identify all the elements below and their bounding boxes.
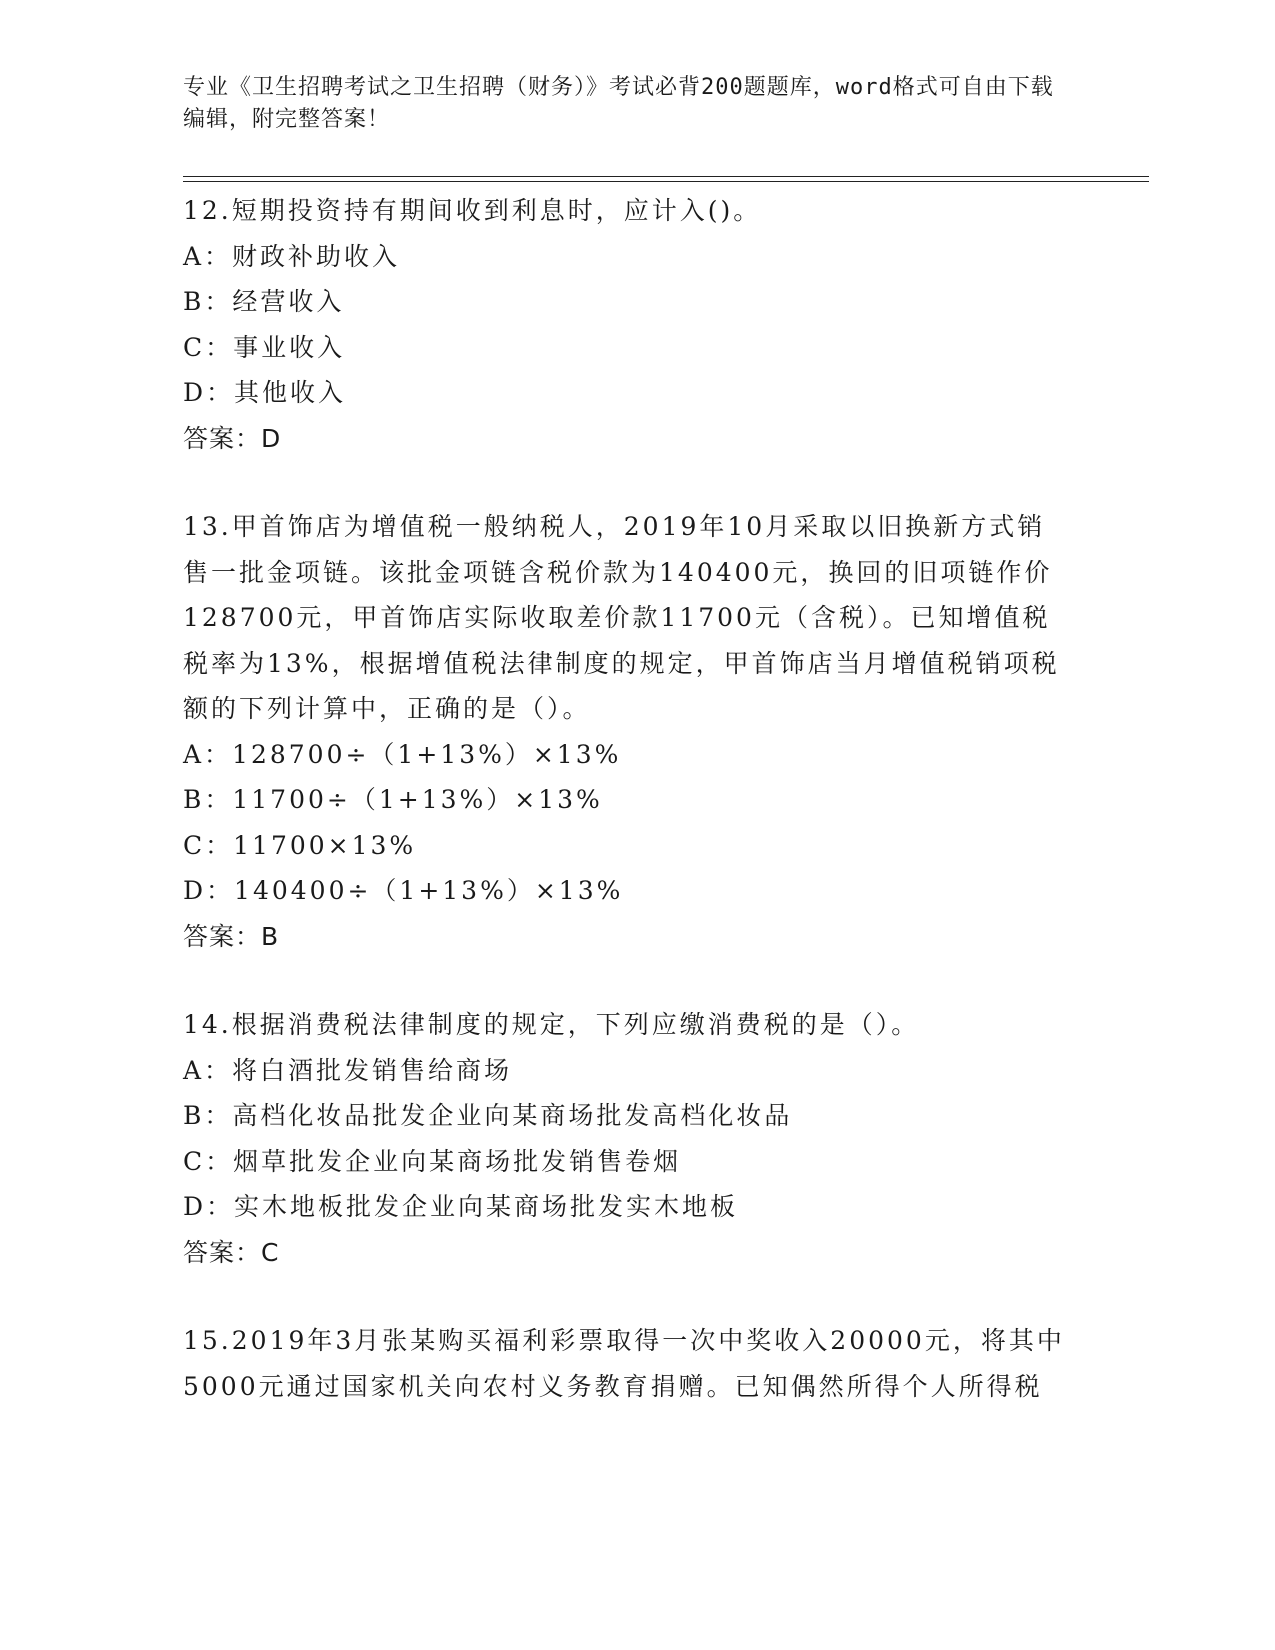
option-c: C：事业收入 bbox=[183, 332, 346, 362]
option-b: B：高档化妆品批发企业向某商场批发高档化妆品 bbox=[183, 1101, 793, 1130]
question-13 bbox=[183, 504, 1083, 959]
question-list bbox=[183, 188, 1083, 1452]
option-c: C：烟草批发企业向某商场批发销售卷烟 bbox=[183, 1146, 682, 1176]
question-15 bbox=[183, 1318, 1083, 1409]
option-b: B：11700÷（1+13%）×13% bbox=[183, 785, 603, 814]
answer: 答案：B bbox=[183, 921, 280, 951]
header-divider-bottom bbox=[183, 181, 1149, 182]
answer: 答案：D bbox=[183, 423, 282, 453]
question-14 bbox=[183, 1002, 1083, 1275]
answer: 答案：C bbox=[183, 1237, 280, 1267]
question-text: 12.短期投资持有期间收到利息时，应计入()。 bbox=[183, 196, 762, 225]
option-b: B：经营收入 bbox=[183, 287, 345, 316]
question-text: 14.根据消费税法律制度的规定，下列应缴消费税的是（）。 bbox=[183, 1010, 920, 1039]
document-header: 专业《卫生招聘考试之卫生招聘（财务）》考试必背200题题库，word格式可自由下载编辑，附完整答案！ bbox=[183, 75, 1054, 132]
question-text: 13.甲首饰店为增值税一般纳税人，2019年10月采取以旧换新方式销售一批金项链。该批金项链含税价款为140400元，换回的旧项链作价128700元，甲首饰店实际收取差价款11700元（含税）。已知增值税税率为13%，根据增值税法律制度的规定，甲首饰店当月增值税销项税额的下列计算中，正确的是（）。 bbox=[183, 512, 1060, 723]
option-d: D：140400÷（1+13%）×13% bbox=[183, 876, 624, 905]
header-divider-top bbox=[183, 176, 1149, 177]
option-a: A：128700÷（1+13%）×13% bbox=[183, 739, 622, 769]
question-12 bbox=[183, 188, 1083, 461]
option-c: C：11700×13% bbox=[183, 830, 417, 860]
question-text: 15.2019年3月张某购买福利彩票取得一次中奖收入20000元，将其中5000元通过国家机关向农村义务教育捐赠。已知偶然所得个人所得税 bbox=[183, 1326, 1065, 1401]
option-d: D：其他收入 bbox=[183, 378, 347, 407]
option-a: A：财政补助收入 bbox=[183, 241, 401, 271]
option-a: A：将白酒批发销售给商场 bbox=[183, 1055, 513, 1085]
option-d: D：实木地板批发企业向某商场批发实木地板 bbox=[183, 1192, 739, 1221]
